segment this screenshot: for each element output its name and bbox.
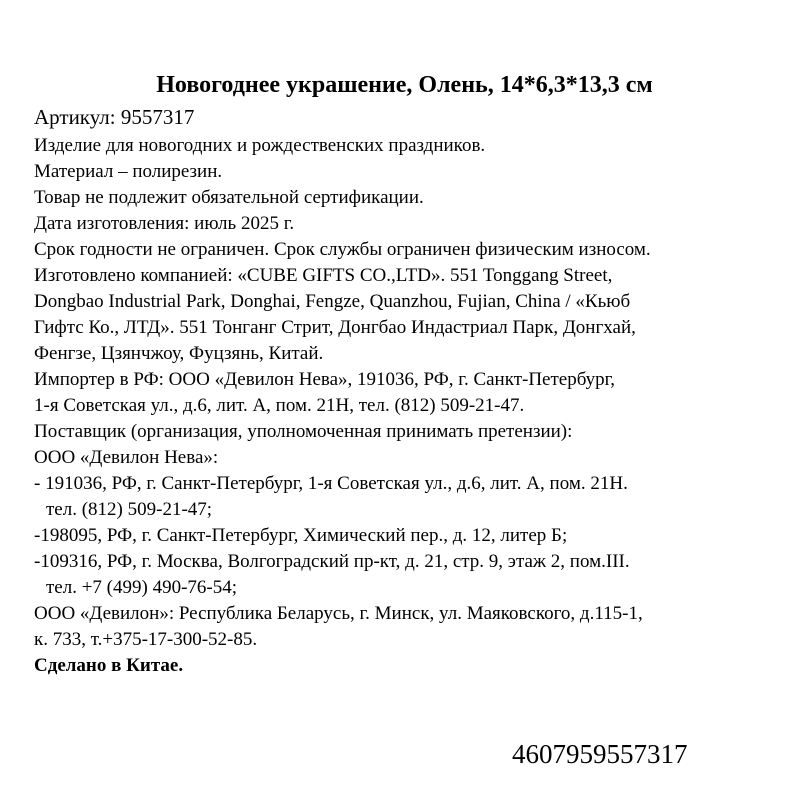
certification-line: Товар не подлежит обязательной сертификации. — [34, 187, 424, 208]
supplier-phone-1: тел. (812) 509-21-47; — [46, 499, 213, 520]
manufacturer-line-4: Фенгзе, Цзянчжоу, Фуцзянь, Китай. — [34, 343, 324, 364]
shelf-life-line: Срок годности не ограничен. Срок службы ограничен физическим износом. — [34, 239, 651, 260]
belarus-supplier-line-1: ООО «Девилон»: Республика Беларусь, г. Минск, ул. Маяковского, д.115-1, — [34, 603, 643, 624]
article-number: Артикул: 9557317 — [34, 105, 195, 129]
supplier-address-2: -198095, РФ, г. Санкт-Петербург, Химический пер., д. 12, литер Б; — [34, 525, 568, 546]
manufacturer-line-2: Dongbao Industrial Park, Donghai, Fengze, Quanzhou, Fujian, China / «Кьюб — [34, 291, 631, 312]
product-title: Новогоднее украшение, Олень, 14*6,3*13,3 см — [156, 72, 653, 98]
label-body — [34, 133, 794, 679]
manufacturer-line-1: Изготовлено компанией: «CUBE GIFTS CO.,LTD». 551 Tonggang Street, — [34, 265, 613, 286]
country-of-origin: Сделано в Китае. — [34, 655, 184, 676]
supplier-address-1: - 191036, РФ, г. Санкт-Петербург, 1-я Советская ул., д.6, лит. А, пом. 21Н. — [34, 473, 628, 494]
importer-line-1: Импортер в РФ: ООО «Девилон Нева», 191036, РФ, г. Санкт-Петербург, — [34, 369, 616, 390]
importer-line-2: 1-я Советская ул., д.6, лит. А, пом. 21Н, тел. (812) 509-21-47. — [34, 395, 525, 416]
manufacture-date-line: Дата изготовления: июль 2025 г. — [34, 213, 295, 234]
material-line: Материал – полирезин. — [34, 161, 223, 182]
supplier-name: ООО «Девилон Нева»: — [34, 447, 219, 468]
barcode-number: 4607959557317 — [512, 739, 688, 769]
supplier-address-3: -109316, РФ, г. Москва, Волгоградский пр-кт, д. 21, стр. 9, этаж 2, пом.III. — [34, 551, 630, 572]
supplier-phone-3: тел. +7 (499) 490-76-54; — [46, 577, 238, 598]
manufacturer-line-3: Гифтс Ко., ЛТД». 551 Тонганг Стрит, Донгбао Индастриал Парк, Донгхай, — [34, 317, 636, 338]
belarus-supplier-line-2: к. 733, т.+375-17-300-52-85. — [34, 629, 258, 650]
supplier-heading: Поставщик (организация, уполномоченная принимать претензии): — [34, 421, 573, 442]
purpose-line: Изделие для новогодних и рождественских праздников. — [34, 135, 486, 156]
